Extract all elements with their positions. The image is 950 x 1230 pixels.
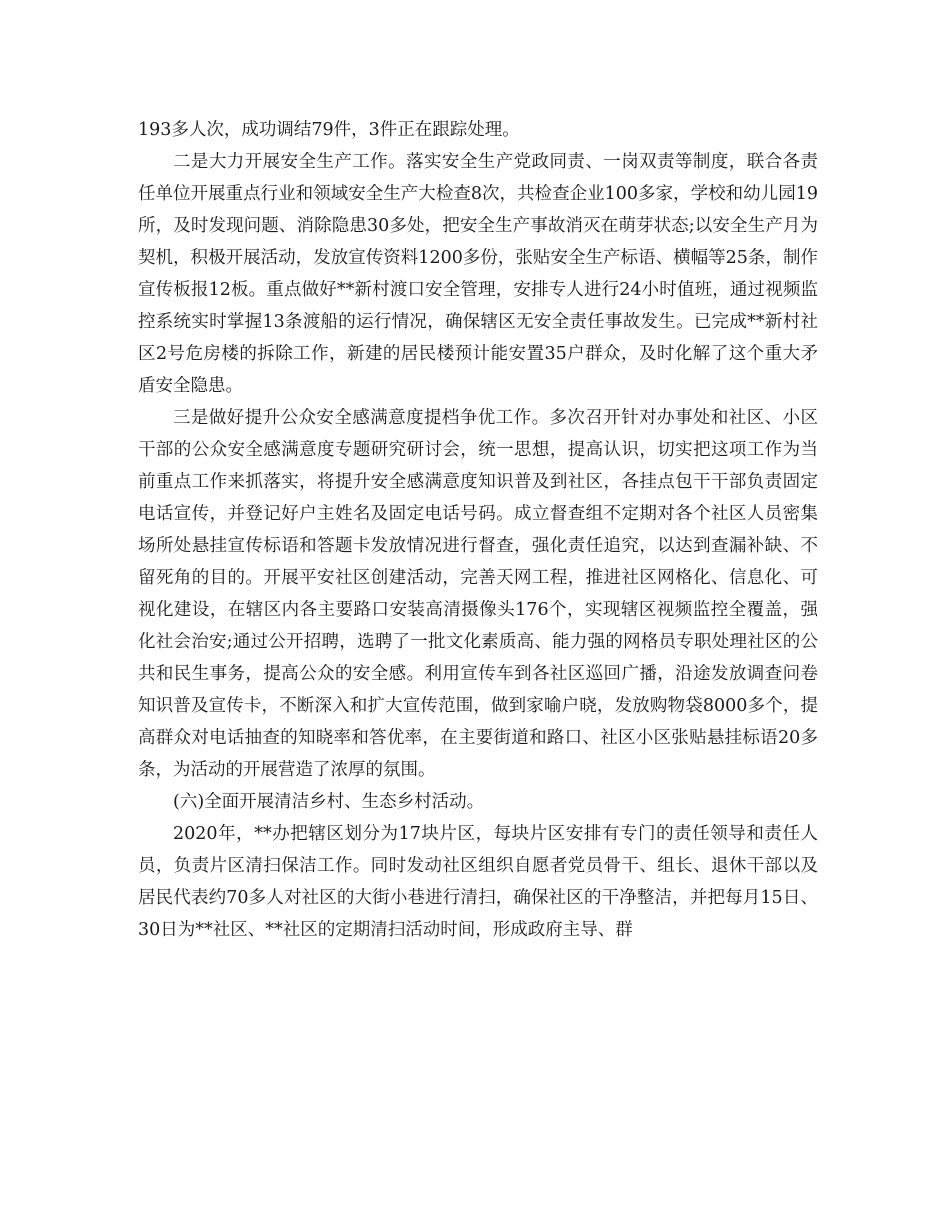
paragraph-1: 193多人次，成功调结79件，3件正在跟踪处理。	[138, 120, 520, 140]
paragraph-safety-production: 二是大力开展安全生产工作。落实安全生产党政同责、一岗双责等制度，联合各责任单位开展重点行业和领域安全生产大检查8次，共检查企业100多家，学校和幼儿园19所，及时发现问题、消除隐患30多处，把安全生产事故消灭在萌芽状态;以安全生产月为契机，积极开展活动，发放宣传资料1200多份，张贴安全生产标语、横幅等25条，制作宣传板报12板。重点做好**新村渡口安全管理，安排专人进行24小时值班，通过视频监控系统实时掌握13条渡船的运行情况，确保辖区无安全责任事故发生。已完成**新村社区2号危房楼的拆除工作，新建的居民楼预计能安置35户群众，及时化解了这个重大矛盾安全隐患。	[138, 152, 818, 396]
document-body	[138, 114, 818, 946]
paragraph-public-safety: 三是做好提升公众安全感满意度提档争优工作。多次召开针对办事处和社区、小区干部的公众安全感满意度专题研究研讨会，统一思想，提高认识，切实把这项工作为当前重点工作来抓落实，将提升安全感满意度知识普及到社区，各挂点包干干部负责固定电话宣传，并登记好户主姓名及固定电话号码。成立督查组不定期对各个社区人员密集场所处悬挂宣传标语和答题卡发放情况进行督查，强化责任追究，以达到查漏补缺、不留死角的目的。开展平安社区创建活动，完善天网工程，推进社区网格化、信息化、可视化建设，在辖区内各主要路口安装高清摄像头176个，实现辖区视频监控全覆盖，强化社会治安;通过公开招聘，选聘了一批文化素质高、能力强的网格员专职处理社区的公共和民生事务，提高公众的安全感。利用宣传车到各社区巡回广播，沿途发放调查问卷知识普及宣传卡，不断深入和扩大宣传范围，做到家喻户晓，发放购物袋8000多个，提高群众对电话抽查的知晓率和答优率，在主要街道和路口、社区小区张贴悬挂标语20多条，为活动的开展营造了浓厚的氛围。	[138, 408, 818, 780]
paragraph-cleaning-2020: 2020年，**办把辖区划分为17块片区，每块片区安排有专门的责任领导和责任人员，负责片区清扫保洁工作。同时发动社区组织自愿者党员骨干、组长、退休干部以及居民代表约70多人对社区的大街小巷进行清扫，确保社区的干净整洁，并把每月15日、30日为**社区、**社区的定期清扫活动时间，形成政府主导、群	[138, 824, 818, 940]
section-heading-clean-villages: (六)全面开展清洁乡村、生态乡村活动。	[173, 792, 485, 812]
